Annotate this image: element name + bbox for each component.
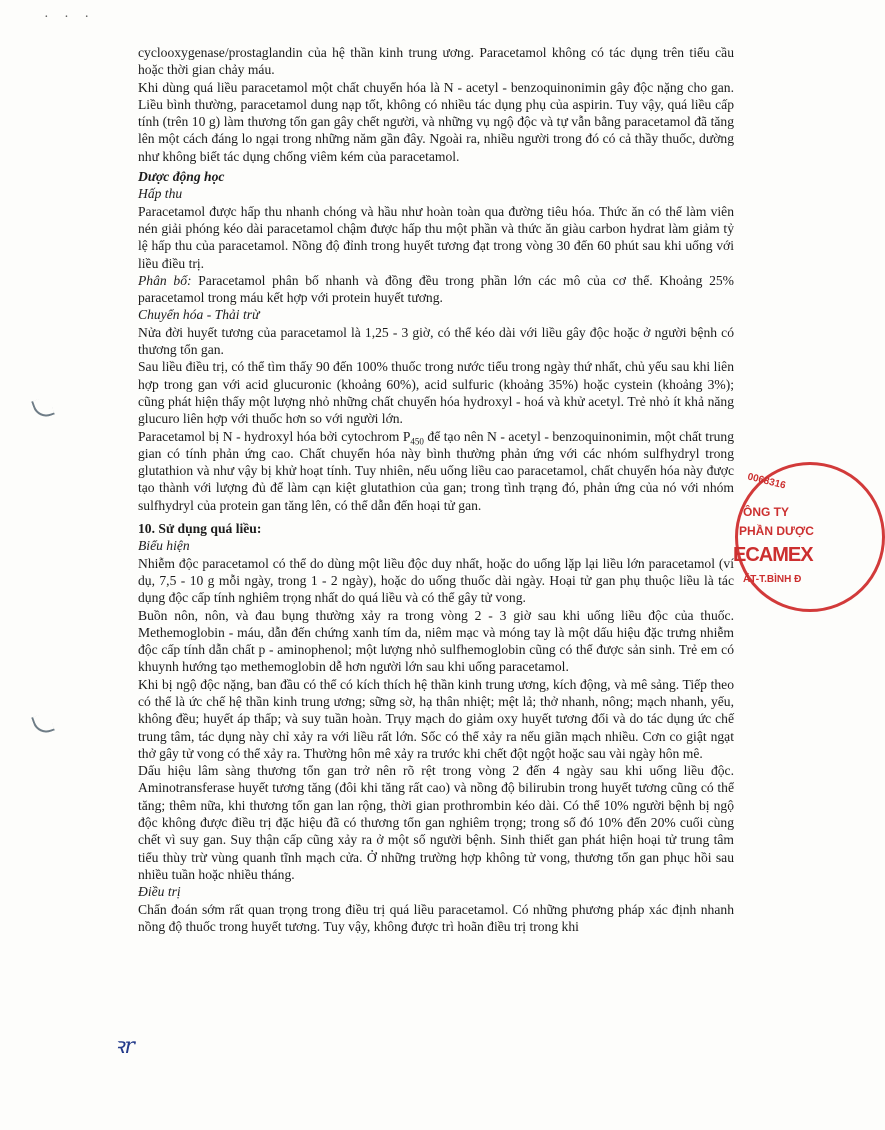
paragraph: Paracetamol được hấp thu nhanh chóng và hầu như hoàn toàn qua đường tiêu hóa. Thức ăn có thể làm viên nén giải phóng kéo dài paracetamol chậm được hấp thu một phần và thức ăn giàu carbon hydrat làm giảm tỷ lệ hấp thu của paracetamol. Nồng độ đỉnh trong huyết tương đạt trong vòng 30 đến 60 phút sau khi uống với liều điều trị. — [138, 203, 734, 271]
stamp-text: PHẦN DƯỢC — [739, 524, 814, 538]
stamp-text: ECAMEX — [733, 544, 813, 566]
punch-hole-mark — [31, 712, 55, 737]
scan-dots: · · · — [44, 10, 95, 25]
company-stamp — [729, 462, 814, 622]
paragraph-distribution — [138, 272, 734, 307]
punch-hole-mark — [31, 396, 55, 421]
subheading-absorption: Hấp thu — [138, 186, 183, 202]
paragraph: Chẩn đoán sớm rất quan trọng trong điều trị quá liều paracetamol. Có những phương pháp xác định nhanh nồng độ thuốc trong huyết tương. Tuy vậy, không được trì hoãn điều trị trong khi — [138, 901, 734, 934]
paragraph: Nửa đời huyết tương của paracetamol là 1,25 - 3 giờ, có thể kéo dài với liều gây độc hoặc ở người bệnh có thương tổn gan. — [138, 324, 734, 358]
subheading-manifestations: Biểu hiện — [138, 538, 190, 554]
subheading-metabolism: Chuyển hóa - Thải trừ — [138, 307, 260, 323]
handwritten-initials: ꝛr — [114, 1034, 135, 1059]
stamp-text: ÔNG TY — [743, 505, 790, 519]
text-run: Paracetamol bị N - hydroxyl hóa bởi cytochrom P — [138, 428, 411, 444]
subheading-treatment: Điều trị — [138, 884, 181, 900]
paragraph: Nhiễm độc paracetamol có thể do dùng một liều độc duy nhất, hoặc do uống lặp lại liều lớn paracetamol (ví dụ, 7,5 - 10 g mỗi ngày, trong 1 - 2 ngày), hoặc do uống thuốc dài ngày. Hoại tử gan phụ thuộc liều là tác dụng độc cấp tính nghiêm trọng nhất do quá liều và có thể gây tử vong. — [138, 555, 734, 606]
distribution-label: Phân bố: — [138, 272, 192, 288]
text-run: để tạo nên N - acetyl - benzoquinonimin, một chất trung gian có tính phản ứng cao. Chất chuyển hóa này bình thường phản ứng với các nhóm sulfhydryl trong glutathion và như vậy bị khử hoạt tính. Tuy nhiên, nếu uống liều cao paracetamol, chất chuyển hóa này được tạo thành với lượng đủ để làm cạn kiệt glutathion của gan; trong tình trạng đó, phản ứng của nó với nhóm sulfhydryl của protein gan tăng lên, có thể dẫn đến hoại tử gan. — [138, 428, 735, 513]
document-page — [138, 44, 734, 935]
stamp-text: 0068316 — [746, 471, 787, 492]
paragraph: Buồn nôn, nôn, và đau bụng thường xảy ra trong vòng 2 - 3 giờ sau khi uống liều độc của thuốc. Methemoglobin - máu, dẫn đến chứng xanh tím da, niêm mạc và móng tay là một dấu hiệu đặc trưng nhiễm độc cấp tính dẫn chất p - aminophenol; một lượng nhỏ sulfhemoglobin cũng có thể được sản sinh. Trẻ em có khuynh hướng tạo methemoglobin dễ hơn người lớn sau khi uống paracetamol. — [138, 607, 734, 675]
section-heading-overdose: 10. Sử dụng quá liều: — [138, 521, 262, 537]
distribution-text: Paracetamol phân bố nhanh và đồng đều trong phần lớn các mô của cơ thể. Khoảng 25% paracetamol trong máu kết hợp với protein huyết tương. — [138, 272, 734, 306]
paragraph: Khi dùng quá liều paracetamol một chất chuyển hóa là N - acetyl - benzoquinonimin gây độc nặng cho gan. Liều bình thường, paracetamol dung nạp tốt, không có nhiều tác dụng phụ của aspirin. Tuy vậy, quá liều cấp tính (trên 10 g) làm thương tổn gan gây chết người, và những vụ ngộ độc và tự vẫn bằng paracetamol đã tăng lên một cách đáng lo ngại trong những năm gần đây. Ngoài ra, nhiều người trong đó có cả thầy thuốc, dường như không biết tác dụng chống viêm kém của paracetamol. — [138, 79, 734, 164]
paragraph: Sau liều điều trị, có thể tìm thấy 90 đến 100% thuốc trong nước tiểu trong ngày thứ nhất, chủ yếu sau khi liên hợp trong gan với acid glucuronic (khoảng 60%), acid sulfuric (khoảng 35%) hoặc cystein (khoảng 3%); cũng phát hiện thấy một lượng nhỏ những chất chuyển hóa hydroxyl - hoá và khử acetyl. Trẻ nhỏ ít khả năng glucuro liên hợp với thuốc hơn so với người lớn. — [138, 359, 734, 427]
stamp-text: ẤT-T.BÌNH Đ — [743, 574, 802, 585]
paragraph: Dấu hiệu lâm sàng thương tổn gan trở nên rõ rệt trong vòng 2 đến 4 ngày sau khi uống liều độc. Aminotransferase huyết tương tăng (đôi khi tăng rất cao) và nồng độ bilirubin trong huyết tương cũng có thể tăng; thêm nữa, khi thương tổn gan lan rộng, thời gian prothrombin kéo dài. Có thể 10% người bệnh bị ngộ độc không được điều trị đặc hiệu đã có thương tổn gan nghiêm trọng; trong số đó 10% đến 20% cuối cùng chết vì suy gan. Suy thận cấp cũng xảy ra ở một số người bệnh. Sinh thiết gan phát hiện hoại tử trung tâm tiểu thùy trừ vùng quanh tĩnh mạch cửa. Ở những trường hợp không tử vong, thương tổn gan phục hồi sau nhiều tuần hoặc nhiều tháng. — [138, 763, 734, 882]
paragraph: Khi bị ngộ độc nặng, ban đầu có thể có kích thích hệ thần kinh trung ương, kích động, và mê sảng. Tiếp theo có thể là ức chế hệ thần kinh trung ương; sững sờ, hạ thân nhiệt; mệt lả; thở nhanh, nông; mạch nhanh, yếu, không đều; huyết áp thấp; và suy tuần hoàn. Trụy mạch do giảm oxy huyết tương đối và do tác dụng ức chế trung tâm, tác dụng này chỉ xảy ra với liều rất lớn. Sốc có thể xảy ra nếu giãn mạch nhiều. Cơn co giật ngạt thở gây tử vong có thể xảy ra. Thường hôn mê xảy ra trước khi chết đột ngột hoặc sau vài ngày hôn mê. — [138, 676, 734, 761]
paragraph-cytochrome — [138, 428, 734, 514]
paragraph: cyclooxygenase/prostaglandin của hệ thần kinh trung ương. Paracetamol không có tác dụng trên tiểu cầu hoặc thời gian chảy máu. — [138, 45, 734, 78]
subscript: 450 — [410, 436, 424, 447]
section-heading-pharmacokinetics: Dược động học — [138, 169, 225, 185]
